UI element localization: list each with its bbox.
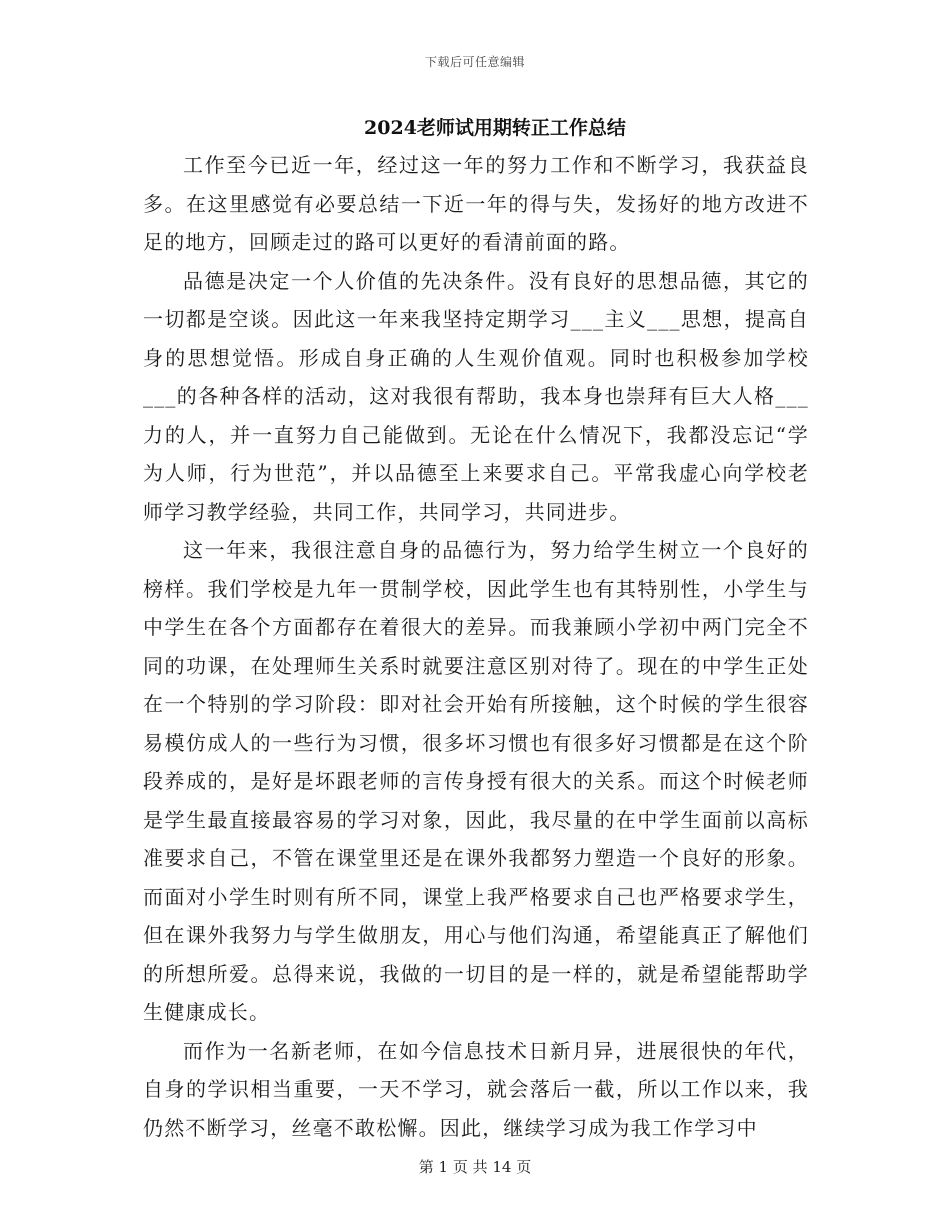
page-number: 第 1 页 共 14 页 bbox=[418, 1158, 532, 1176]
paragraph: 品德是决定一个人价值的先决条件。没有良好的思想品德，其它的一切都是空谈。因此这一年来我坚持定期学习___主义___思想，提高自身的思想觉悟。形成自身正确的人生观价值观。同时也积极参加学校___的各种各样的活动，这对我很有帮助，我本身也崇拜有巨大人格___力的人，并一直努力自己能做到。无论在什么情况下，我都没忘记“学为人师，行为世范”，并以品德至上来要求自己。平常我虚心向学校老师学习教学经验，共同工作，共同学习，共同进步。 bbox=[143, 268, 809, 524]
document-body bbox=[143, 146, 809, 1147]
paragraph: 而作为一名新老师，在如今信息技术日新月异，进展很快的年代，自身的学识相当重要，一天不学习，就会落后一截，所以工作以来，我仍然不断学习，丝毫不敢松懈。因此，继续学习成为我工作学习中 bbox=[143, 1038, 809, 1140]
paragraph: 工作至今已近一年，经过这一年的努力工作和不断学习，我获益良多。在这里感觉有必要总结一下近一年的得与失，发扬好的地方改进不足的地方，回顾走过的路可以更好的看清前面的路。 bbox=[143, 153, 809, 254]
paragraph: 这一年来，我很注意自身的品德行为，努力给学生树立一个良好的榜样。我们学校是九年一贯制学校，因此学生也有其特别性，小学生与中学生在各个方面都存在着很大的差异。而我兼顾小学初中两门完全不同的功课，在处理师生关系时就要注意区别对待了。现在的中学生正处在一个特别的学习阶段：即对社会开始有所接触，这个时候的学生很容易模仿成人的一些行为习惯，很多坏习惯也有很多好习惯都是在这个阶段养成的，是好是坏跟老师的言传身授有很大的关系。而这个时候老师是学生最直接最容易的学习对象，因此，我尽量的在中学生面前以高标准要求自己，不管在课堂里还是在课外我都努力塑造一个良好的形象。而面对小学生时则有所不同，课堂上我严格要求自己也严格要求学生，但在课外我努力与学生做朋友，用心与他们沟通，希望能真正了解他们的所想所爱。总得来说，我做的一切目的是一样的，就是希望能帮助学生健康成长。 bbox=[143, 538, 809, 1024]
document-title: 2024老师试用期转正工作总结 bbox=[364, 117, 626, 139]
header-note: 下载后可任意编辑 bbox=[424, 55, 525, 69]
